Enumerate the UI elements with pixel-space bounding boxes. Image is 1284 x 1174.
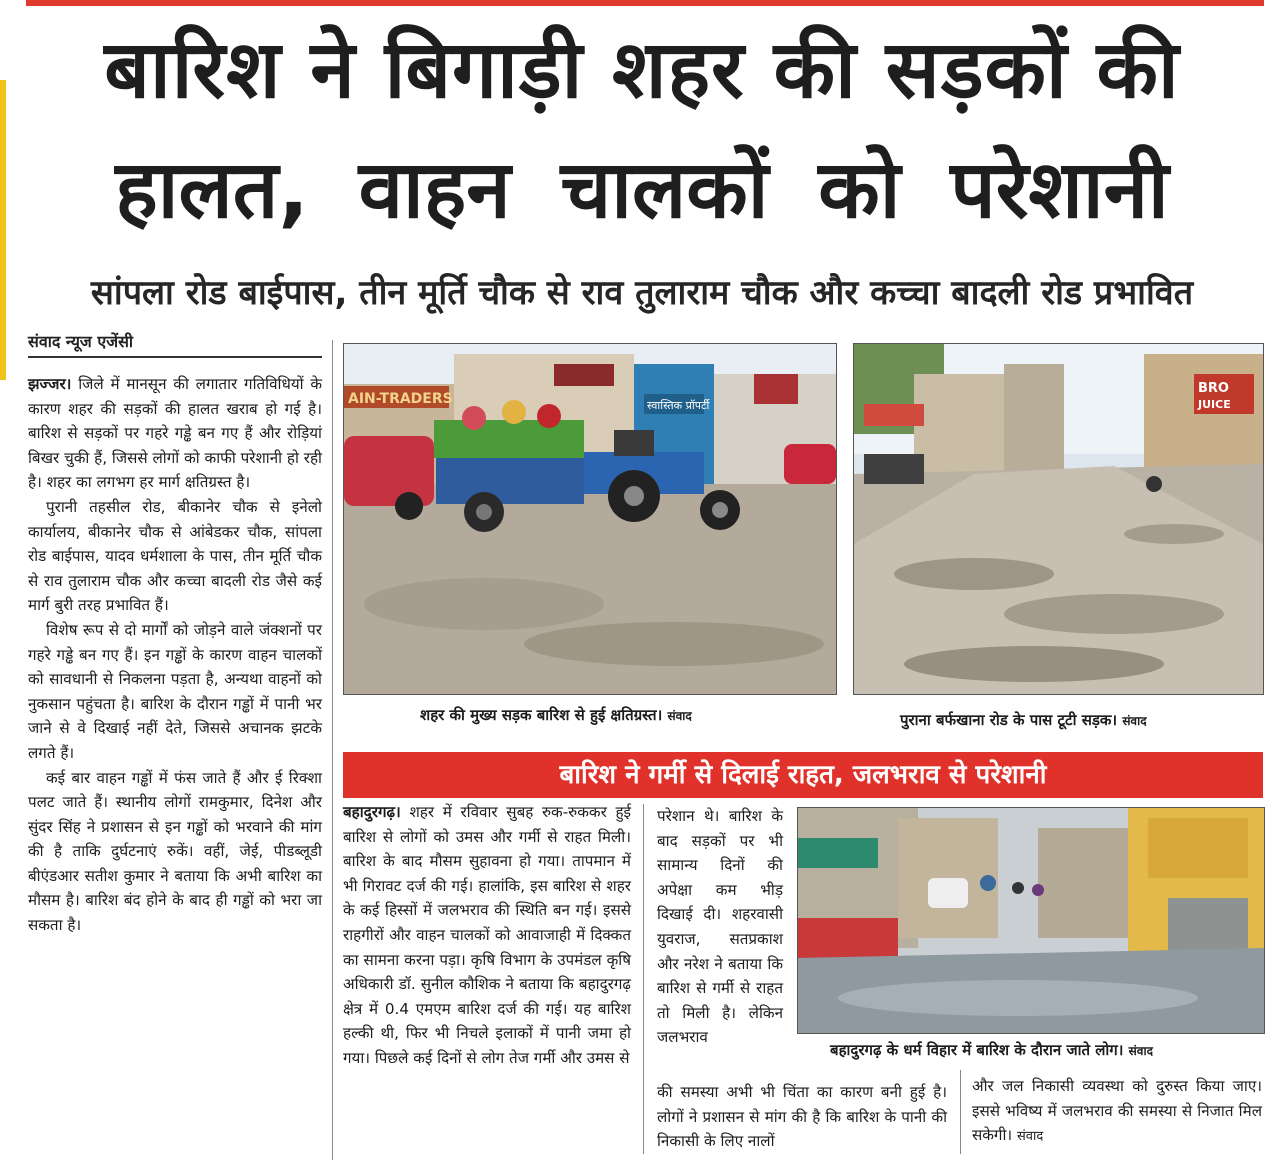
photo-broken-road (853, 343, 1264, 695)
photo2-caption (900, 710, 1147, 730)
main-story-paragraph-3: विशेष रूप से दो मार्गों को जोड़ने वाले जंक्शनों पर गहरे गड्ढे बन गए हैं। इन गड्ढों के कारण वाहन चालकों को सावधानी से निकलना पड़ता है, अन्यथा वाहनों को नुकसान पहुंचता है। बारिश के दौरान गड्ढों में पानी भर जाने से वे दिखाई नहीं देते, जिससे अचानक झटके लगते हैं। (28, 620, 322, 762)
second-story-credit: संवाद (1017, 1129, 1044, 1145)
second-story-column-1 (343, 800, 631, 1071)
second-story-column-3: की समस्या अभी भी चिंता का कारण बनी हुई है। लोगों ने प्रशासन से मांग की है कि बारिश के पानी की निकासी के लिए नालों (657, 1083, 947, 1151)
photo3-credit: संवाद (1128, 1044, 1153, 1058)
main-story-paragraph-1 (28, 372, 322, 495)
photo3-caption (830, 1040, 1153, 1060)
photo2-caption-text: पुराना बर्फखाना रोड के पास टूटी सड़क। (900, 711, 1118, 729)
main-story-dateline: झज्जर। (28, 375, 72, 393)
second-story-dateline: बहादुरगढ़। (343, 803, 401, 821)
headline-line-2: हालत, वाहन चालकों को परेशानी (115, 143, 1169, 236)
photo1-credit: संवाद (667, 709, 692, 723)
photo3-caption-text: बहादुरगढ़ के धर्म विहार में बारिश के दौरान जाते लोग। (830, 1041, 1124, 1059)
column-divider-2 (643, 804, 644, 1154)
photo1-caption-text: शहर की मुख्य सड़क बारिश से हुई क्षतिग्रस्त। (420, 706, 663, 724)
agency-byline: संवाद न्यूज एजेंसी (28, 332, 134, 351)
photo1-caption (420, 705, 692, 725)
sign-property: स्वास्तिक प्रॉपर्टी (647, 399, 710, 412)
second-story-column-4 (972, 1074, 1262, 1150)
second-story-banner: बारिश ने गर्मी से दिलाई राहत, जलभराव से परेशानी (343, 752, 1263, 798)
byline-divider (28, 356, 322, 358)
top-accent-bar (26, 0, 1264, 6)
main-story-text (28, 372, 322, 938)
column-divider (332, 340, 333, 1160)
photo-waterlogging (797, 807, 1265, 1034)
left-accent-bar (0, 80, 6, 380)
headline-line-1: बारिश ने बिगाड़ी शहर की सड़कों की (104, 23, 1180, 116)
subheadline: सांपला रोड बाईपास, तीन मूर्ति चौक से राव तुलाराम चौक और कच्चा बादली रोड प्रभावित (90, 273, 1194, 313)
second-story-col1-text: शहर में रविवार सुबह रुक-रुककर हुई बारिश से लोगों को उमस और गर्मी से राहत मिली। बारिश के बाद मौसम सुहावना हो गया। तापमान में भी गिरावट दर्ज की गई। हालांकि, इस बारिश से शहर के कई हिस्सों में जलभराव की स्थिति बन गई। इससे राहगीरों और वाहन चालकों को आवाजाही में दिक्कत का सामना करना पड़ा। कृषि विभाग के उपमंडल कृषि अधिकारी डॉ. सुनील कौशिक ने बताया कि बहादुरगढ़ क्षेत्र में 0.4 एमएम बारिश दर्ज की गई। यह बारिश हल्की थी, फिर भी निचले इलाकों में पानी जमा हो गया। पिछले कई दिनों से लोग तेज गर्मी और उमस से (343, 803, 631, 1067)
main-story-paragraph-2: पुरानी तहसील रोड, बीकानेर चौक से इनेलो कार्यालय, बीकानेर चौक से आंबेडकर चौक, सांपला रोड बाईपास, यादव धर्मशाला के पास, तीन मूर्ति चौक से राव तुलाराम चौक और कच्चा बादली रोड जैसे कई मार्ग बुरी तरह प्रभावित हैं। (28, 497, 322, 615)
sign-bro: BRO (1198, 381, 1229, 396)
sign-juice: JUICE (1198, 398, 1231, 411)
second-story-col4-text: और जल निकासी व्यवस्था को दुरुस्त किया जाए। इससे भविष्य में जलभराव की समस्या से निजात मिल सकेगी। (972, 1077, 1262, 1145)
photo-tractor-road (343, 343, 837, 695)
column-divider-3 (960, 1070, 961, 1154)
sign-traders: AIN-TRADERS (348, 391, 453, 407)
main-story-paragraph-4: कई बार वाहन गड्ढों में फंस जाते हैं और ई रिक्शा पलट जाते हैं। स्थानीय लोगों रामकुमार, दिनेश और सुंदर सिंह ने प्रशासन से इन गड्ढों को भरवाने की मांग की है ताकि दुर्घटनाएं रुकें। वहीं, जेई, पीडब्लूडी बीएंडआर सतीश कुमार ने बताया कि अभी बारिश का मौसम है। बारिश बंद होने के बाद ही गड्ढों को भरा जा सकता है। (28, 768, 322, 935)
main-story-p1-text: जिले में मानसून की लगातार गतिविधियों के कारण शहर की सड़कों की हालत खराब हो गई है। बारिश से सड़कों पर गहरे गड्ढे बन गए हैं और रोड़ियां बिखर चुकी हैं, जिससे लोगों को काफी परेशानी हो रही है। शहर का लगभग हर मार्ग क्षतिग्रस्त है। (28, 375, 323, 492)
photo2-credit: संवाद (1122, 714, 1147, 728)
second-story-column-2: परेशान थे। बारिश के बाद सड़कों पर भी सामान्य दिनों की अपेक्षा कम भीड़ दिखाई दी। शहरवासी युवराज, सतप्रकाश और नरेश ने बताया कि बारिश से गर्मी से राहत तो मिली है। लेकिन जलभराव (657, 807, 783, 1047)
